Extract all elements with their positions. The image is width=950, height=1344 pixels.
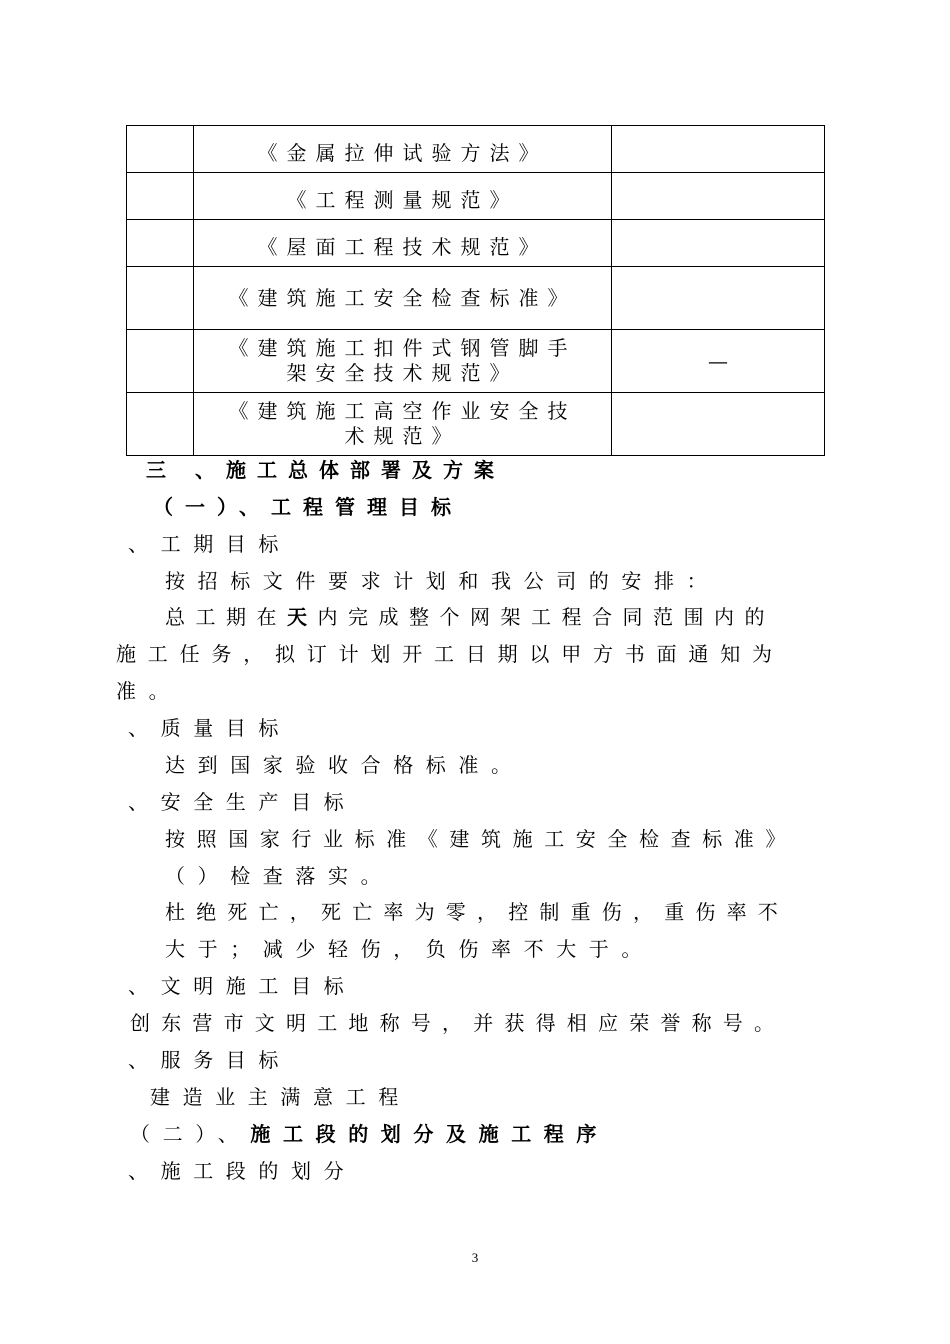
- table-row: [127, 330, 825, 393]
- page-number: 3: [471, 1250, 479, 1265]
- section-3-1-title: （一）、工程管理目标: [153, 495, 463, 519]
- subheading-safety: 、安全生产目标: [128, 790, 357, 814]
- table-cell-code: [612, 126, 825, 173]
- table-cell-standard: 《建筑施工安全检查标准》: [194, 267, 612, 330]
- table-cell-standard: 《工程测量规范》: [194, 173, 612, 220]
- subheading-service: 、服务目标: [128, 1048, 291, 1072]
- paragraph-line: （）检查落实。: [165, 864, 394, 888]
- paragraph-line: 施工任务，拟订计划开工日期以甲方书面通知为: [116, 642, 784, 666]
- paragraph-line: 准。: [116, 679, 182, 703]
- subheading-segments: 、施工段的划分: [128, 1159, 357, 1183]
- subheading-schedule: 、工期目标: [128, 532, 291, 556]
- table-cell-standard: 《金属拉伸试验方法》: [194, 126, 612, 173]
- table-cell-code: [612, 173, 825, 220]
- table-cell-code: [612, 267, 825, 330]
- table-cell-index: [127, 393, 194, 456]
- section-3-2-title: （二）、施工段的划分及施工程序: [130, 1122, 610, 1146]
- table-row: [127, 220, 825, 267]
- table-cell-code: [612, 220, 825, 267]
- table-cell-code: —: [612, 330, 825, 393]
- table-row: [127, 126, 825, 173]
- table-row: [127, 267, 825, 330]
- section-3-title: 三 、施工总体部署及方案: [146, 458, 505, 482]
- table-cell-index: [127, 126, 194, 173]
- table-cell-index: [127, 173, 194, 220]
- paragraph-line: 总工期在天内完成整个网架工程合同范围内的: [165, 605, 775, 629]
- paragraph-line: 按照国家行业标准《建筑施工安全检查标准》: [165, 827, 797, 851]
- standards-table: [126, 125, 825, 456]
- paragraph-line: 达到国家验收合格标准。: [165, 753, 524, 777]
- paragraph-line: 按招标文件要求计划和我公司的安排：: [165, 569, 720, 593]
- table-cell-standard: 《建筑施工高空作业安全技术规范》: [194, 393, 612, 456]
- table-cell-standard: 《建筑施工扣件式钢管脚手架安全技术规范》: [194, 330, 612, 393]
- paragraph-line: 创东营市文明工地称号，并获得相应荣誉称号。: [130, 1011, 786, 1035]
- table-cell-index: [127, 220, 194, 267]
- table-row: [127, 393, 825, 456]
- table-cell-code: [612, 393, 825, 456]
- subheading-quality: 、质量目标: [128, 716, 291, 740]
- table-cell-standard: 《屋面工程技术规范》: [194, 220, 612, 267]
- subheading-civilized: 、文明施工目标: [128, 974, 357, 998]
- table-row: [127, 173, 825, 220]
- table-cell-index: [127, 267, 194, 330]
- paragraph-line: 建造业主满意工程: [150, 1085, 411, 1109]
- paragraph-line: 大于；减少轻伤，负伤率不大于。: [165, 937, 654, 961]
- table-cell-index: [127, 330, 194, 393]
- paragraph-line: 杜绝死亡，死亡率为零，控制重伤，重伤率不: [165, 900, 789, 924]
